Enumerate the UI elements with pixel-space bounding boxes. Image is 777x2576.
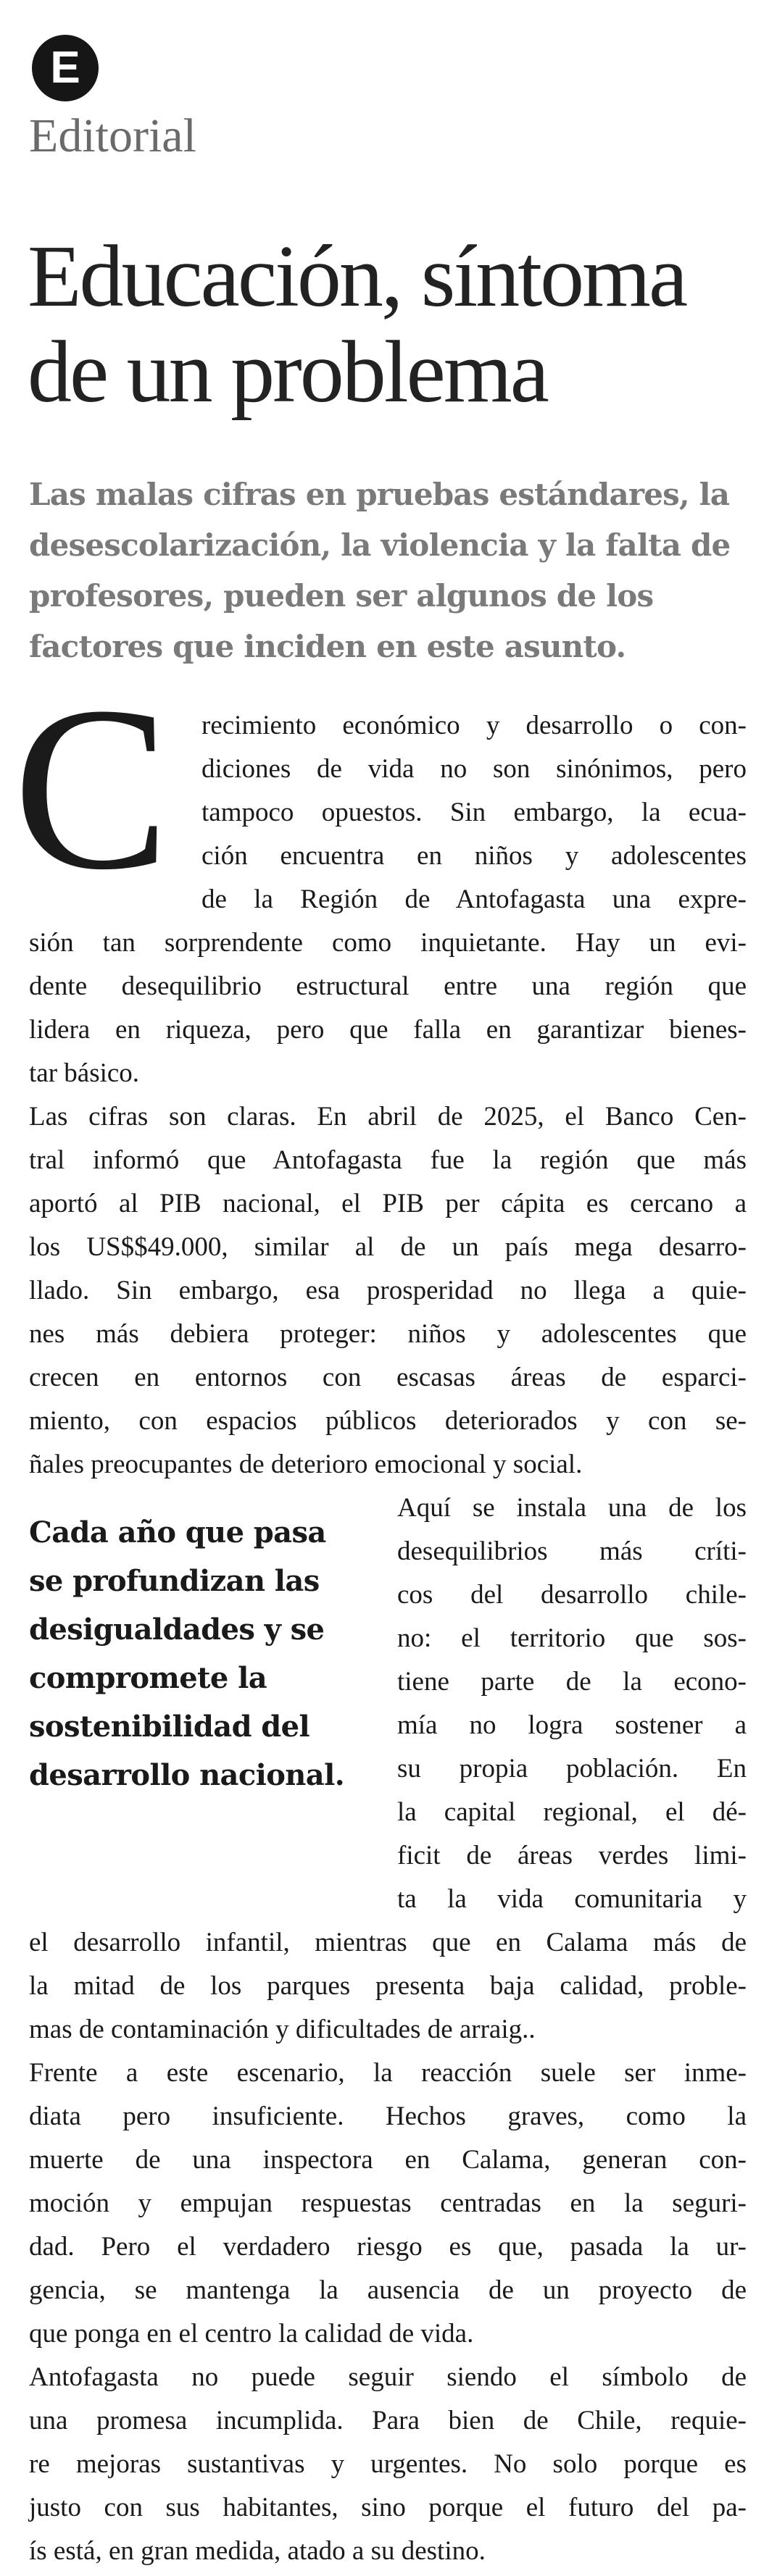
body-line: desequilibrios más críti-: [397, 1536, 747, 1566]
body-line: moción y empujan respuestas centradas en la seguri-: [29, 2188, 747, 2218]
pull-quote-line: desarrollo nacional.: [29, 1758, 345, 1792]
body-line: ción encuentra en niños y adolescentes: [201, 841, 747, 871]
pull-quote-line: compromete la: [29, 1661, 267, 1695]
body-line: Las cifras son claras. En abril de 2025, el Banco Cen-: [29, 1102, 747, 1132]
body-line: recimiento económico y desarrollo o con-: [201, 711, 747, 740]
body-line: dente desequilibrio estructural entre una región que: [29, 971, 747, 1001]
body-line: ta la vida comunitaria y: [397, 1884, 747, 1914]
body-line: mas de contaminación y dificultades de arraig..: [29, 2015, 536, 2044]
body-line: los US$$49.000, similar al de un país mega desarro-: [29, 1232, 747, 1262]
dek-line: Las malas cifras en pruebas estándares, la: [29, 477, 730, 512]
badge-letter: E: [50, 43, 80, 93]
body-line: Antofagasta no puede seguir siendo el símbolo de: [29, 2362, 747, 2392]
body-line: re mejoras sustantivas y urgentes. No solo porque es: [29, 2449, 747, 2479]
dek-line: profesores, pueden ser algunos de los: [29, 578, 654, 614]
body-line: tampoco opuestos. Sin embargo, la ecua-: [201, 798, 747, 827]
body-line: miento, con espacios públicos deteriorados y con se-: [29, 1406, 747, 1436]
body-line: muerte de una inspectora en Calama, generan con-: [29, 2145, 747, 2175]
body-line: Frente a este escenario, la reacción suele ser inme-: [29, 2058, 747, 2088]
body-line: de la Región de Antofagasta una expre-: [201, 885, 747, 914]
body-line: que ponga en el centro la calidad de vida.: [29, 2319, 474, 2349]
body-line: lidera en riqueza, pero que falla en garantizar bienes-: [29, 1015, 747, 1045]
body-line: diciones de vida no son sinónimos, pero: [201, 754, 747, 784]
body-line: tiene parte de la econo-: [397, 1667, 747, 1697]
body-line: nes más debiera proteger: niños y adolescentes que: [29, 1319, 747, 1349]
body-line: el desarrollo infantil, mientras que en Calama más de: [29, 1928, 747, 1957]
drop-cap: C: [13, 658, 170, 919]
body-line: crecen en entornos con escasas áreas de esparci-: [29, 1363, 747, 1392]
body-line: ficit de áreas verdes limi-: [397, 1841, 747, 1870]
body-line: una promesa incumplida. Para bien de Chile, requie-: [29, 2406, 747, 2435]
body-line: diata pero insuficiente. Hechos graves, como la: [29, 2102, 747, 2131]
body-line: gencia, se mantenga la ausencia de un proyecto de: [29, 2275, 747, 2305]
body-line: ís está, en gran medida, atado a su destino.: [29, 2536, 486, 2566]
pull-quote-line: se profundizan las: [29, 1564, 320, 1598]
body-line: mía no logra sostener a: [397, 1710, 747, 1740]
body-line: aportó al PIB nacional, el PIB per cápita es cercano a: [29, 1189, 747, 1218]
body-line: la mitad de los parques presenta baja calidad, proble-: [29, 1971, 747, 2001]
headline: [28, 229, 752, 420]
body-line: no: el territorio que sos-: [397, 1623, 747, 1653]
headline-line-1: Educación, síntoma: [28, 227, 686, 325]
body-line: Aquí se instala una de los: [397, 1493, 747, 1523]
editorial-badge: [32, 35, 99, 101]
body-line: tral informó que Antofagasta fue la región que más: [29, 1145, 747, 1175]
body-line: la capital regional, el dé-: [397, 1797, 747, 1827]
body-line: llado. Sin embargo, esa prosperidad no llega a quie-: [29, 1276, 747, 1305]
body-line: cos del desarrollo chile-: [397, 1580, 747, 1610]
pull-quote-line: Cada año que pasa: [29, 1515, 326, 1550]
dek-line: factores que inciden en este asunto.: [29, 629, 626, 664]
section-label: Editorial: [29, 109, 196, 162]
pull-quote: [29, 1508, 370, 1799]
body-line: dad. Pero el verdadero riesgo es que, pasada la ur-: [29, 2232, 747, 2262]
pull-quote-line: sostenibilidad del: [29, 1710, 310, 1744]
body-line: justo con sus habitantes, sino porque el futuro del pa-: [29, 2493, 747, 2522]
dek: [29, 469, 754, 672]
body-line: ñales preocupantes de deterioro emocional y social.: [29, 1450, 583, 1479]
dek-line: desescolarización, la violencia y la falta de: [29, 527, 731, 563]
body-line: tar básico.: [29, 1058, 140, 1088]
pull-quote-line: desigualdades y se: [29, 1613, 325, 1647]
headline-line-2: de un problema: [28, 323, 547, 421]
body-line: su propia población. En: [397, 1754, 747, 1783]
body-line: sión tan sorprendente como inquietante. Hay un evi-: [29, 928, 747, 958]
